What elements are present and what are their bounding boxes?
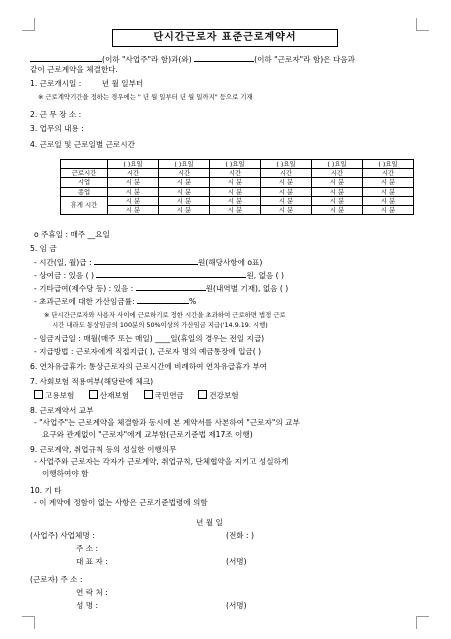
day-header[interactable]: ( )요일 bbox=[363, 160, 414, 169]
wage-allowance-tail: 원(내역별 기재), 없음 ( ) bbox=[205, 284, 289, 293]
table-header-row bbox=[61, 160, 414, 169]
table-cell[interactable]: 시 분 bbox=[261, 187, 312, 196]
wage-overtime-blank[interactable] bbox=[137, 295, 189, 304]
table-cell[interactable]: 시 분 bbox=[210, 178, 261, 187]
table-row bbox=[61, 205, 414, 214]
table-cell[interactable]: 시 분 bbox=[159, 187, 210, 196]
intro-part2: (이하 "근로자"라 함)은 다음과 bbox=[254, 55, 355, 64]
employer-phone[interactable]: (전화 : ) bbox=[226, 531, 254, 540]
intro-part1: (이하 "사업주"라 함)과(와) bbox=[102, 55, 192, 64]
wage-payday: - 임금지급일 : 매월(매주 또는 매일) ____일(휴일의 경우는 전일 지급) bbox=[34, 334, 265, 343]
employer-name-blank[interactable] bbox=[30, 53, 102, 62]
table-cell[interactable]: 시간 bbox=[210, 169, 261, 178]
section-workplace: 2. 근 무 장 소 : bbox=[30, 110, 82, 119]
wage-bonus-tail: 원, 없음 ( ) bbox=[246, 271, 284, 280]
wage-bonus bbox=[34, 269, 284, 281]
section-job-description: 3. 업무의 내용 : bbox=[30, 124, 84, 133]
table-cell[interactable]: 시 분 bbox=[312, 205, 363, 214]
table-row bbox=[61, 187, 414, 196]
table-cell[interactable]: 시간 bbox=[159, 169, 210, 178]
weekly-holiday: o 주휴일 : 매주 __요일 bbox=[34, 230, 110, 239]
worker-name-label: 성 명 : bbox=[76, 601, 99, 610]
day-header[interactable]: ( )요일 bbox=[108, 160, 159, 169]
wage-overtime bbox=[34, 295, 196, 307]
start-date-label: 1. 근로개시일 : bbox=[30, 79, 82, 88]
section-start-date bbox=[30, 79, 143, 89]
table-cell[interactable]: 시간 bbox=[261, 169, 312, 178]
table-cell[interactable]: 시 분 bbox=[312, 196, 363, 205]
table-cell[interactable]: 시 분 bbox=[108, 187, 159, 196]
contract-delivery-line-1: - "사업주"는 근로계약을 체결함과 동시에 본 계약서를 사본하여 "근로자"의 교부 bbox=[34, 418, 300, 427]
table-cell[interactable]: 시간 bbox=[363, 169, 414, 178]
day-header[interactable]: ( )요일 bbox=[261, 160, 312, 169]
row-label: 휴게 시간 bbox=[61, 196, 108, 214]
row-label: 시업 bbox=[61, 178, 108, 187]
wage-note-2: 시간 내라도 통상임금의 100분의 50%이상의 가산임금 지급('14.9.19. 시행) bbox=[52, 321, 268, 329]
insurance-label: 국민연금 bbox=[154, 391, 184, 400]
table-cell[interactable]: 시 분 bbox=[108, 178, 159, 187]
obligation-line-2: 이행하여야 함 bbox=[42, 469, 89, 478]
crop-mark-top-left bbox=[22, 18, 35, 31]
section-insurance-title: 7. 사회보험 적용여부(해당란에 체크) bbox=[30, 377, 154, 386]
document-title: 단시간근로자 표준근로계약서 bbox=[112, 29, 338, 47]
day-header[interactable]: ( )요일 bbox=[210, 160, 261, 169]
start-date-note: ※ 근로계약기간을 정하는 경우에는 " 년 월 일부터 년 월 일까지" 등으로 기재 bbox=[38, 93, 253, 101]
table-cell[interactable]: 시 분 bbox=[261, 178, 312, 187]
table-cell[interactable]: 시 분 bbox=[108, 196, 159, 205]
wage-title: 5. 임 금 bbox=[30, 244, 57, 253]
employer-representative bbox=[76, 557, 247, 567]
table-corner-cell bbox=[61, 160, 108, 169]
start-date-value[interactable]: 년 월 일부터 bbox=[101, 79, 144, 88]
table-cell[interactable]: 시 분 bbox=[261, 205, 312, 214]
worker-phone[interactable]: 연 락 처 : bbox=[76, 588, 108, 597]
table-cell[interactable]: 시 분 bbox=[210, 196, 261, 205]
insurance-checkbox[interactable] bbox=[89, 390, 98, 399]
insurance-label: 산재보험 bbox=[99, 391, 130, 400]
wage-allowance-blank[interactable] bbox=[136, 282, 206, 291]
table-cell[interactable]: 시 분 bbox=[363, 187, 414, 196]
table-row bbox=[61, 169, 414, 178]
insurance-checkbox[interactable] bbox=[198, 390, 207, 399]
wage-bonus-blank[interactable] bbox=[96, 269, 246, 278]
table-row bbox=[61, 196, 414, 205]
table-cell[interactable]: 시 분 bbox=[210, 205, 261, 214]
obligation-line-1: - 사업주와 근로자는 각자가 근로계약, 취업규칙, 단체협약을 지키고 성실하게 bbox=[34, 457, 289, 466]
worker-name bbox=[76, 601, 247, 611]
wage-allowance bbox=[34, 282, 288, 294]
wage-hourly-label: - 시간(일, 월)급 : bbox=[34, 258, 92, 267]
table-cell[interactable]: 시 분 bbox=[159, 205, 210, 214]
wage-hourly-blank[interactable] bbox=[94, 256, 198, 265]
wage-bonus-label: - 상여금 : 있음 ( ) bbox=[34, 271, 94, 280]
table-cell[interactable]: 시 분 bbox=[108, 205, 159, 214]
signature-date[interactable]: 년 월 일 bbox=[196, 518, 223, 527]
worker-address[interactable]: (근로자) 주 소 : bbox=[30, 575, 83, 584]
employer-company-label: (사업주) 사업체명 : bbox=[30, 531, 95, 540]
insurance-checkbox[interactable] bbox=[144, 390, 153, 399]
table-cell[interactable]: 시간 bbox=[312, 169, 363, 178]
table-cell[interactable]: 시 분 bbox=[261, 196, 312, 205]
table-row bbox=[61, 178, 414, 187]
day-header[interactable]: ( )요일 bbox=[312, 160, 363, 169]
crop-mark-top-right bbox=[416, 18, 429, 31]
wage-hourly bbox=[34, 256, 262, 268]
section-workdays-title: 4. 근로일 및 근로일별 근로시간 bbox=[30, 140, 135, 149]
wage-hourly-tail: 원(해당사항에 o표) bbox=[197, 258, 263, 267]
misc-line-1: - 이 계약에 정함이 없는 사항은 근로기준법령에 의함 bbox=[34, 498, 208, 507]
intro-line-1 bbox=[30, 53, 355, 65]
wage-overtime-label: - 초과근로에 대한 가산임금률: bbox=[34, 297, 135, 306]
work-hours-table bbox=[60, 159, 414, 215]
wage-allowance-label: - 기타급여(제수당 등) : 있음 : bbox=[34, 284, 134, 293]
table-cell[interactable]: 시 분 bbox=[363, 205, 414, 214]
employer-company bbox=[30, 531, 254, 541]
employer-representative-label: 대 표 자 : bbox=[76, 557, 108, 566]
section-misc-title: 10. 기 타 bbox=[30, 486, 62, 495]
insurance-label: 고용보험 bbox=[45, 391, 75, 400]
table-cell[interactable]: 시 분 bbox=[363, 178, 414, 187]
employer-signature[interactable]: (서명) bbox=[226, 557, 247, 566]
section-obligation-title: 9. 근로계약, 취업규칙 등의 성실한 이행의무 bbox=[30, 445, 177, 454]
wage-overtime-tail: % bbox=[189, 297, 197, 306]
table-cell[interactable]: 시 분 bbox=[312, 187, 363, 196]
crop-mark-bottom-left bbox=[22, 616, 35, 629]
row-label: 종업 bbox=[61, 187, 108, 196]
insurance-label: 건강보험 bbox=[209, 391, 239, 400]
wage-note-1: ※ 단시간근로자와 사용자 사이에 근로하기로 정한 시간을 초과하여 근로하면 법정 근로 bbox=[44, 311, 286, 319]
table-cell[interactable]: 시 분 bbox=[312, 178, 363, 187]
worker-signature[interactable]: (서명) bbox=[226, 601, 247, 610]
insurance-options bbox=[34, 390, 239, 401]
section-contract-delivery-title: 8. 근로계약서 교부 bbox=[30, 406, 94, 415]
table-cell[interactable]: 시간 bbox=[108, 169, 159, 178]
row-label: 근로시간 bbox=[61, 169, 108, 178]
employer-address[interactable]: 주 소 : bbox=[76, 544, 99, 553]
table-cell[interactable]: 시 분 bbox=[159, 178, 210, 187]
table-cell[interactable]: 시 분 bbox=[159, 196, 210, 205]
worker-name-blank[interactable] bbox=[194, 53, 254, 62]
crop-mark-bottom-right bbox=[416, 616, 429, 629]
wage-method: - 지급방법 : 근로자에게 직접지급( ), 근로자 명의 예금통장에 입금( ) bbox=[34, 347, 262, 356]
table-cell[interactable]: 시 분 bbox=[210, 187, 261, 196]
section-annual-leave: 6. 연차유급휴가: 통상근로자의 근로시간에 비례하여 연차유급휴가 부여 bbox=[30, 362, 268, 371]
intro-line-2: 같이 근로계약을 체결한다. bbox=[30, 65, 118, 74]
insurance-checkbox[interactable] bbox=[34, 390, 43, 399]
table-cell[interactable]: 시 분 bbox=[363, 196, 414, 205]
contract-delivery-line-2: 요구와 관계없이 "근로자"에게 교부함(근로기준법 제17조 이행) bbox=[42, 430, 253, 439]
day-header[interactable]: ( )요일 bbox=[159, 160, 210, 169]
